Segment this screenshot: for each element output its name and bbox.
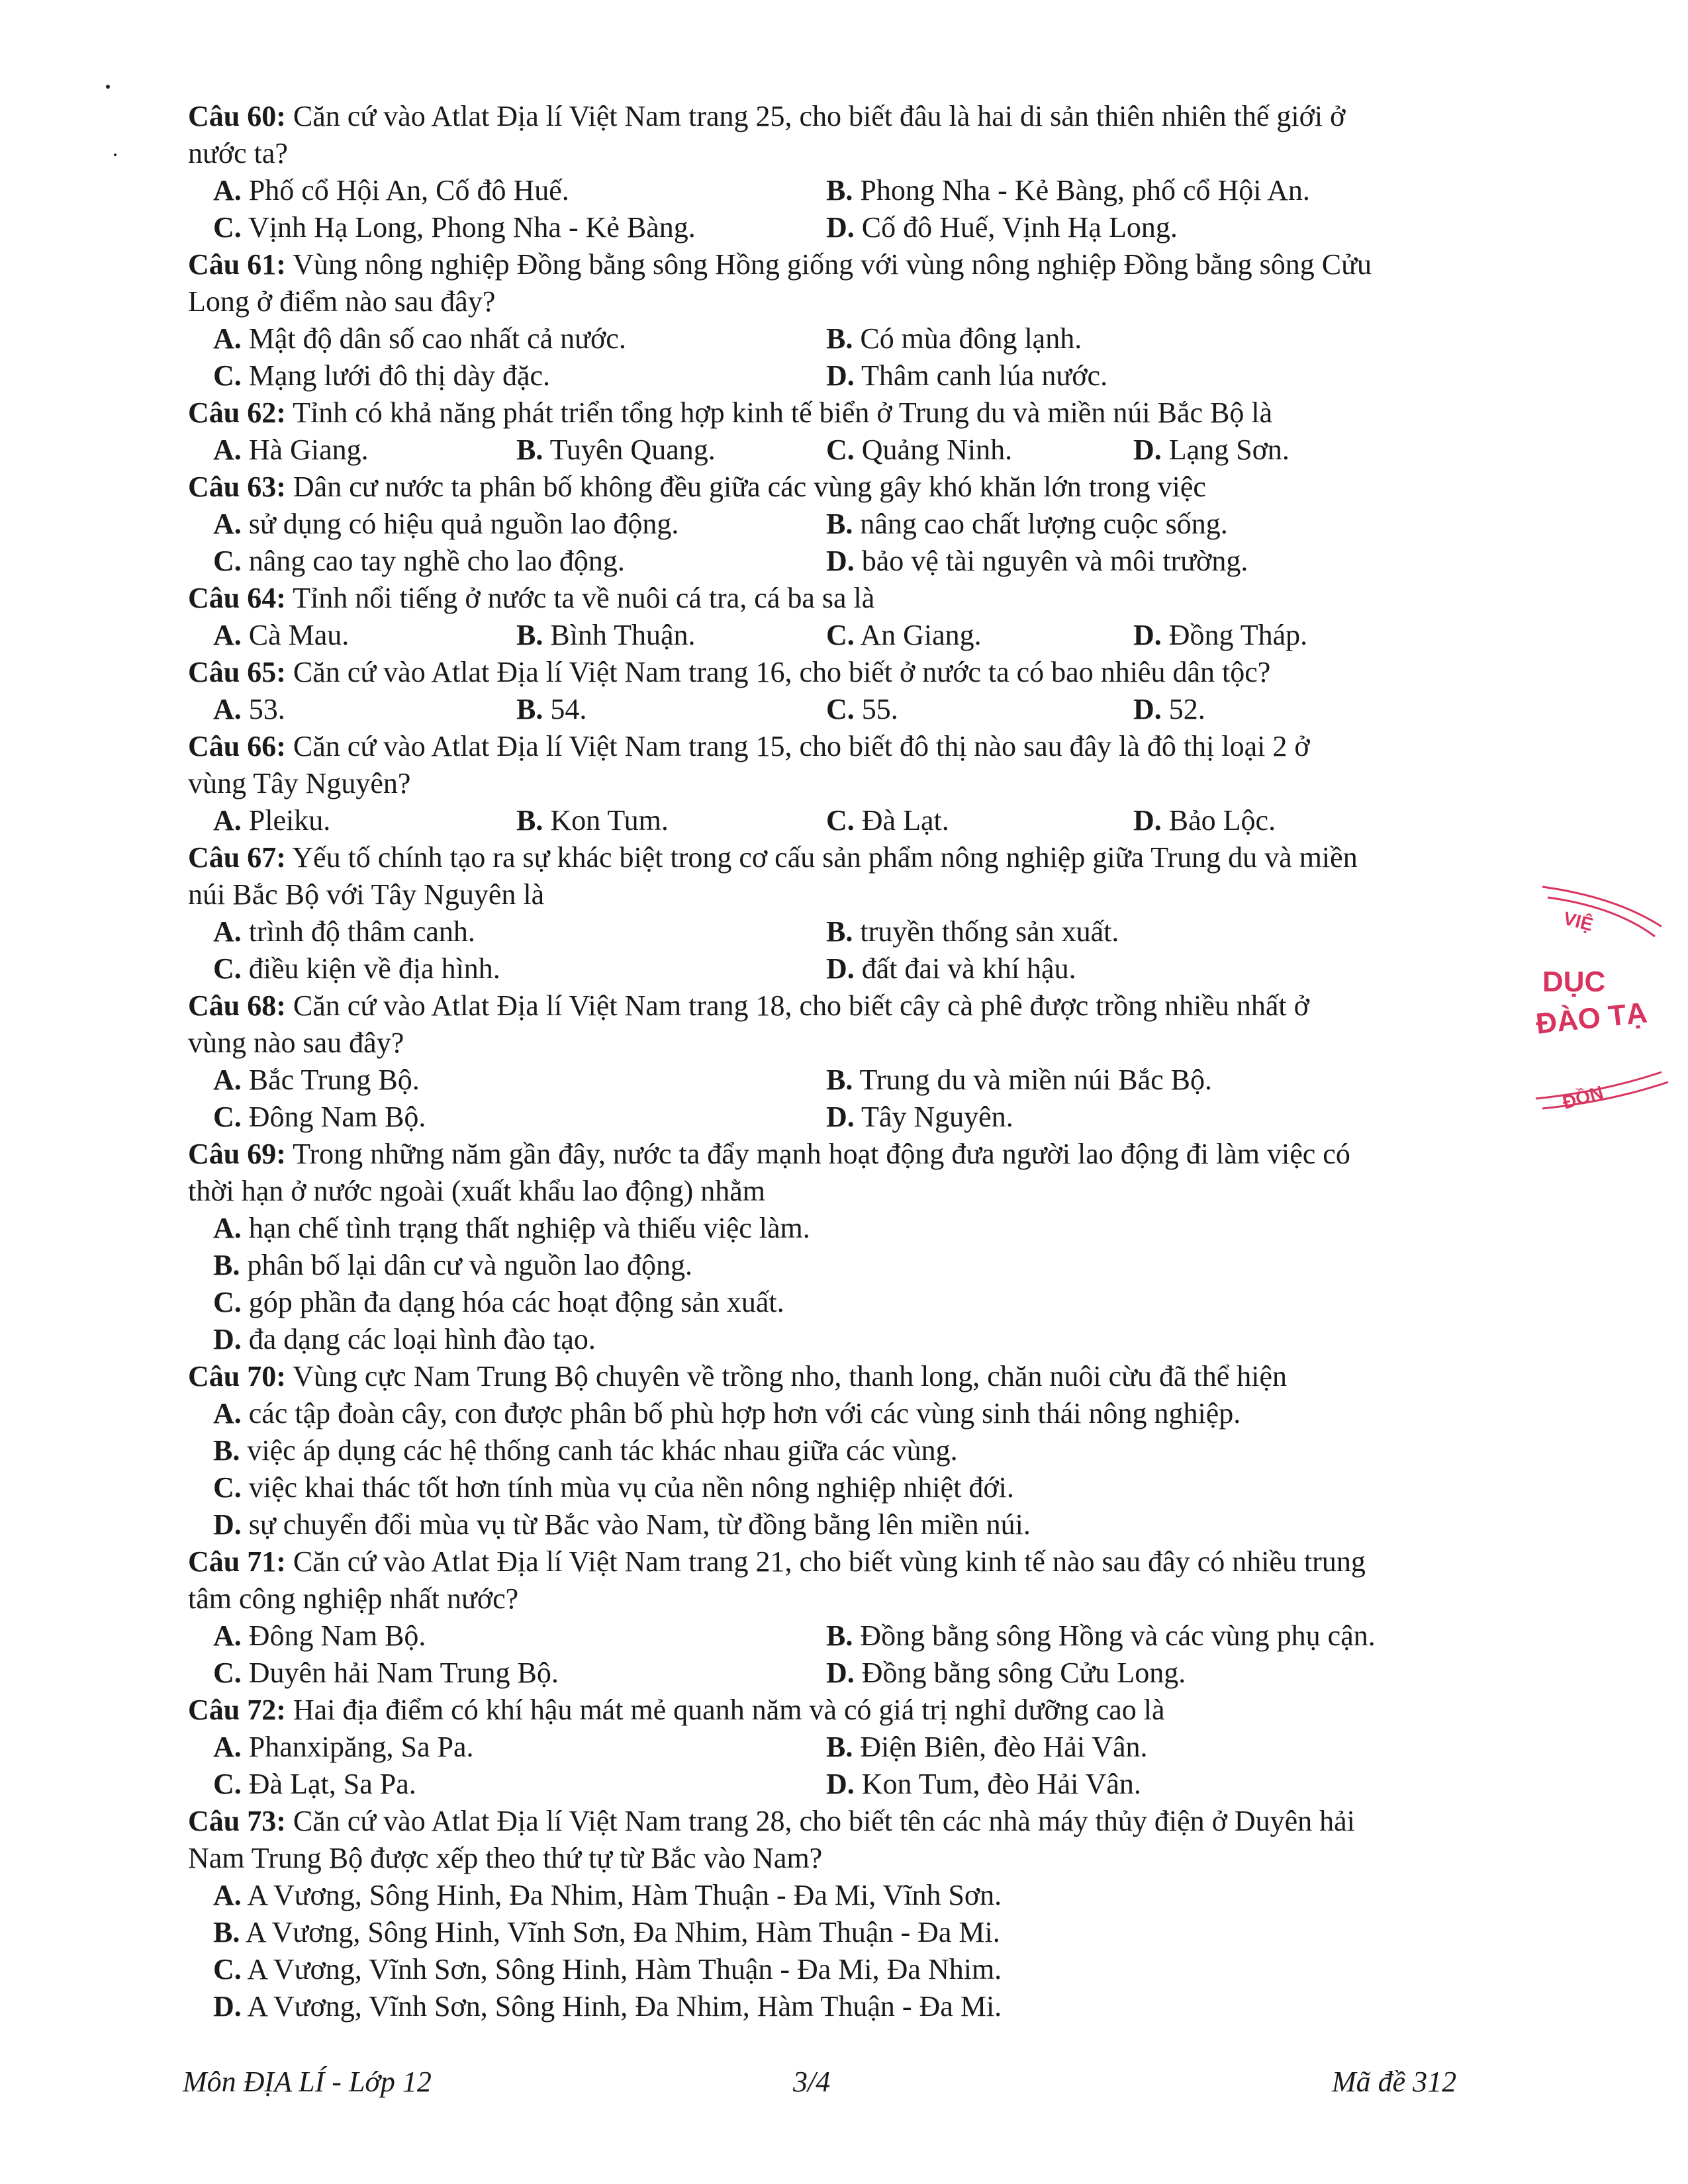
question-69-option-b bbox=[0, 1247, 1688, 1284]
question-67-options-row2 bbox=[0, 950, 1688, 987]
option-c bbox=[826, 802, 949, 839]
option-a bbox=[213, 802, 330, 839]
question-text: Căn cứ vào Atlat Địa lí Việt Nam trang 28, cho biết tên các nhà máy thủy điện ở Duyên hải bbox=[285, 1805, 1355, 1837]
option-letter: A. bbox=[213, 693, 242, 725]
option-letter: D. bbox=[1133, 693, 1162, 725]
option-text: nâng cao chất lượng cuộc sống. bbox=[853, 508, 1228, 540]
question-label: Câu 66: bbox=[188, 730, 286, 762]
option-text: bảo vệ tài nguyên và môi trường. bbox=[854, 545, 1248, 577]
option-text: điều kiện về địa hình. bbox=[241, 952, 500, 985]
option-d bbox=[826, 1099, 1013, 1136]
option-text: Đồng bằng sông Hồng và các vùng phụ cận. bbox=[853, 1619, 1376, 1652]
option-d bbox=[213, 1988, 1002, 2025]
option-letter: D. bbox=[826, 1657, 855, 1689]
question-text: Tỉnh nổi tiếng ở nước ta về nuôi cá tra, cá ba sa là bbox=[285, 582, 875, 614]
option-c bbox=[213, 1284, 784, 1321]
question-60-stem-cont bbox=[188, 135, 1485, 172]
question-text: tâm công nghiệp nhất nước? bbox=[188, 1582, 519, 1615]
question-70-option-b bbox=[0, 1432, 1688, 1469]
option-letter: D. bbox=[1133, 804, 1162, 837]
question-71-stem-cont bbox=[188, 1580, 1485, 1617]
option-text: Vịnh Hạ Long, Phong Nha - Kẻ Bàng. bbox=[241, 211, 696, 244]
question-73-option-b bbox=[0, 1914, 1688, 1951]
question-60-stem bbox=[188, 98, 1485, 135]
option-c bbox=[213, 950, 500, 987]
question-70-option-d bbox=[0, 1506, 1688, 1543]
stamp-text-3: ĐÀO TẠ bbox=[1534, 996, 1649, 1040]
question-60-options-row1 bbox=[0, 172, 1688, 209]
question-label: Câu 68: bbox=[188, 989, 286, 1022]
option-text: Tây Nguyên. bbox=[854, 1101, 1013, 1133]
option-letter: D. bbox=[826, 1768, 855, 1800]
option-c bbox=[826, 432, 1012, 469]
option-c bbox=[213, 1951, 1002, 1988]
question-label: Câu 64: bbox=[188, 582, 286, 614]
option-letter: C. bbox=[826, 433, 855, 466]
option-letter: A. bbox=[213, 174, 242, 206]
option-a bbox=[213, 1729, 474, 1766]
question-62-options bbox=[0, 432, 1688, 469]
option-letter: D. bbox=[826, 1101, 855, 1133]
question-73-stem bbox=[188, 1803, 1485, 1840]
option-letter: A. bbox=[213, 1619, 242, 1652]
question-text: Hai địa điểm có khí hậu mát mẻ quanh năm và có giá trị nghỉ dưỡng cao là bbox=[285, 1694, 1165, 1726]
option-d bbox=[213, 1321, 596, 1358]
option-letter: C. bbox=[213, 1953, 242, 1985]
option-text: A Vương, Sông Hinh, Vĩnh Sơn, Đa Nhim, Hàm Thuận - Đa Mi. bbox=[240, 1916, 1000, 1948]
question-label: Câu 69: bbox=[188, 1138, 286, 1170]
option-b bbox=[826, 913, 1119, 950]
option-letter: A. bbox=[213, 619, 242, 651]
option-letter: D. bbox=[826, 211, 855, 244]
option-text: A Vương, Vĩnh Sơn, Sông Hinh, Hàm Thuận - Đa Mi, Đa Nhim. bbox=[241, 1953, 1002, 1985]
option-letter: A. bbox=[213, 1397, 242, 1430]
option-b bbox=[826, 1617, 1376, 1655]
question-63-options-row1 bbox=[0, 506, 1688, 543]
option-letter: C. bbox=[213, 1101, 242, 1133]
question-65-stem bbox=[188, 654, 1485, 691]
option-b bbox=[516, 432, 716, 469]
option-text: Có mùa đông lạnh. bbox=[853, 322, 1082, 355]
option-letter: B. bbox=[826, 1064, 853, 1096]
option-d bbox=[826, 1655, 1186, 1692]
option-letter: A. bbox=[213, 433, 242, 466]
option-c bbox=[213, 1469, 1014, 1506]
option-c bbox=[213, 1766, 416, 1803]
option-text: Mật độ dân số cao nhất cả nước. bbox=[241, 322, 626, 355]
option-text: Cố đô Huế, Vịnh Hạ Long. bbox=[854, 211, 1178, 244]
question-60-options-row2 bbox=[0, 209, 1688, 246]
question-61-stem-cont bbox=[188, 283, 1485, 320]
option-b bbox=[826, 172, 1310, 209]
option-c bbox=[826, 617, 982, 654]
question-text: vùng nào sau đây? bbox=[188, 1026, 404, 1059]
option-a bbox=[213, 320, 626, 357]
option-d bbox=[1133, 802, 1276, 839]
question-69-option-a bbox=[0, 1210, 1688, 1247]
option-text: việc áp dụng các hệ thống canh tác khác nhau giữa các vùng. bbox=[240, 1434, 958, 1467]
option-letter: A. bbox=[213, 1731, 242, 1763]
option-letter: D. bbox=[213, 1990, 242, 2023]
question-label: Câu 73: bbox=[188, 1805, 286, 1837]
question-68-stem-cont bbox=[188, 1024, 1485, 1062]
question-70-stem bbox=[188, 1358, 1485, 1395]
margin-dot bbox=[114, 154, 117, 156]
option-text: Đà Lạt, Sa Pa. bbox=[241, 1768, 416, 1800]
stamp-graphic bbox=[1516, 874, 1688, 1152]
option-c bbox=[213, 1655, 559, 1692]
option-d bbox=[826, 209, 1178, 246]
option-text: đa dạng các loại hình đào tạo. bbox=[241, 1323, 596, 1355]
option-text: sự chuyển đổi mùa vụ từ Bắc vào Nam, từ đồng bằng lên miền núi. bbox=[241, 1508, 1031, 1541]
option-text: 52. bbox=[1161, 693, 1205, 725]
option-d bbox=[826, 543, 1248, 580]
option-a bbox=[213, 506, 679, 543]
option-b bbox=[213, 1914, 1000, 1951]
question-63-options-row2 bbox=[0, 543, 1688, 580]
option-a bbox=[213, 432, 369, 469]
option-a bbox=[213, 691, 285, 728]
option-c bbox=[213, 543, 625, 580]
question-66-options bbox=[0, 802, 1688, 839]
question-text: núi Bắc Bộ với Tây Nguyên là bbox=[188, 878, 545, 911]
option-b bbox=[516, 802, 669, 839]
question-label: Câu 72: bbox=[188, 1694, 286, 1726]
question-label: Câu 61: bbox=[188, 248, 286, 281]
option-text: An Giang. bbox=[854, 619, 982, 651]
question-61-options-row2 bbox=[0, 357, 1688, 394]
question-text: Căn cứ vào Atlat Địa lí Việt Nam trang 15, cho biết đô thị nào sau đây là đô thị loại 2 ở bbox=[285, 730, 1310, 762]
option-text: Tuyên Quang. bbox=[543, 433, 716, 466]
option-letter: B. bbox=[213, 1916, 240, 1948]
option-letter: D. bbox=[1133, 433, 1162, 466]
option-text: Pleiku. bbox=[241, 804, 331, 837]
option-d bbox=[1133, 432, 1289, 469]
question-text: Tỉnh có khả năng phát triển tổng hợp kinh tế biển ở Trung du và miền núi Bắc Bộ là bbox=[285, 396, 1273, 429]
option-text: Đồng bằng sông Cửu Long. bbox=[854, 1657, 1186, 1689]
option-letter: B. bbox=[516, 804, 543, 837]
option-c bbox=[213, 209, 696, 246]
option-letter: B. bbox=[826, 1731, 853, 1763]
option-a bbox=[213, 913, 475, 950]
question-72-options-row1 bbox=[0, 1729, 1688, 1766]
question-label: Câu 70: bbox=[188, 1360, 286, 1392]
option-letter: D. bbox=[213, 1323, 242, 1355]
option-text: hạn chế tình trạng thất nghiệp và thiếu việc làm. bbox=[241, 1212, 810, 1244]
option-a bbox=[213, 617, 349, 654]
option-text: đất đai và khí hậu. bbox=[854, 952, 1076, 985]
option-letter: B. bbox=[826, 322, 853, 355]
question-69-stem-cont bbox=[188, 1173, 1485, 1210]
option-text: 54. bbox=[543, 693, 587, 725]
question-67-options-row1 bbox=[0, 913, 1688, 950]
option-letter: A. bbox=[213, 915, 242, 948]
option-text: góp phần đa dạng hóa các hoạt động sản xuất. bbox=[241, 1286, 784, 1318]
option-letter: C. bbox=[213, 1657, 242, 1689]
question-text: Dân cư nước ta phân bố không đều giữa các vùng gây khó khăn lớn trong việc bbox=[285, 471, 1206, 503]
option-text: Kon Tum. bbox=[543, 804, 669, 837]
question-69-stem bbox=[188, 1136, 1485, 1173]
option-text: Lạng Sơn. bbox=[1161, 433, 1289, 466]
question-73-stem-cont bbox=[188, 1840, 1485, 1877]
question-64-stem bbox=[188, 580, 1485, 617]
question-70-option-c bbox=[0, 1469, 1688, 1506]
option-a bbox=[213, 1877, 1002, 1914]
option-text: Quảng Ninh. bbox=[854, 433, 1013, 466]
question-67-stem-cont bbox=[188, 876, 1485, 913]
option-text: Bảo Lộc. bbox=[1161, 804, 1276, 837]
option-letter: A. bbox=[213, 322, 242, 355]
option-letter: D. bbox=[1133, 619, 1162, 651]
option-letter: D. bbox=[826, 952, 855, 985]
question-label: Câu 67: bbox=[188, 841, 286, 874]
option-a bbox=[213, 1395, 1241, 1432]
option-letter: A. bbox=[213, 1212, 242, 1244]
option-letter: B. bbox=[826, 508, 853, 540]
option-letter: B. bbox=[826, 915, 853, 948]
question-70-option-a bbox=[0, 1395, 1688, 1432]
question-text: nước ta? bbox=[188, 137, 288, 169]
option-letter: C. bbox=[213, 952, 242, 985]
option-text: Bắc Trung Bộ. bbox=[241, 1064, 420, 1096]
option-a bbox=[213, 1062, 420, 1099]
option-text: Đông Nam Bộ. bbox=[241, 1619, 426, 1652]
question-text: Vùng cực Nam Trung Bộ chuyên về trồng nho, thanh long, chăn nuôi cừu đã thể hiện bbox=[285, 1360, 1287, 1392]
option-text: Hà Giang. bbox=[241, 433, 369, 466]
margin-dot bbox=[106, 85, 110, 89]
question-68-options-row2 bbox=[0, 1099, 1688, 1136]
option-text: 55. bbox=[854, 693, 898, 725]
question-text: Yếu tố chính tạo ra sự khác biệt trong cơ cấu sản phẩm nông nghiệp giữa Trung du và miền bbox=[285, 841, 1358, 874]
option-letter: D. bbox=[826, 545, 855, 577]
question-72-stem bbox=[188, 1692, 1485, 1729]
question-label: Câu 62: bbox=[188, 396, 286, 429]
option-letter: C. bbox=[213, 1471, 242, 1504]
option-b bbox=[826, 1729, 1148, 1766]
question-label: Câu 65: bbox=[188, 656, 286, 688]
question-61-stem bbox=[188, 246, 1485, 283]
option-b bbox=[516, 617, 696, 654]
question-68-options-row1 bbox=[0, 1062, 1688, 1099]
option-text: nâng cao tay nghề cho lao động. bbox=[241, 545, 625, 577]
option-letter: B. bbox=[516, 433, 543, 466]
question-text: Căn cứ vào Atlat Địa lí Việt Nam trang 18, cho biết cây cà phê được trồng nhiều nhất ở bbox=[285, 989, 1309, 1022]
option-letter: C. bbox=[826, 619, 855, 651]
option-letter: B. bbox=[826, 1619, 853, 1652]
option-text: Trung du và miền núi Bắc Bộ. bbox=[853, 1064, 1213, 1096]
option-text: việc khai thác tốt hơn tính mùa vụ của nền nông nghiệp nhiệt đới. bbox=[241, 1471, 1014, 1504]
question-label: Câu 63: bbox=[188, 471, 286, 503]
option-b bbox=[826, 506, 1228, 543]
option-text: Điện Biên, đèo Hải Vân. bbox=[853, 1731, 1148, 1763]
option-b bbox=[826, 1062, 1212, 1099]
option-b bbox=[516, 691, 586, 728]
question-66-stem bbox=[188, 728, 1485, 765]
option-b bbox=[213, 1432, 958, 1469]
option-b bbox=[213, 1247, 692, 1284]
option-text: A Vương, Sông Hinh, Đa Nhim, Hàm Thuận - Đa Mi, Vĩnh Sơn. bbox=[241, 1879, 1002, 1911]
question-text: Căn cứ vào Atlat Địa lí Việt Nam trang 16, cho biết ở nước ta có bao nhiêu dân tộc? bbox=[285, 656, 1271, 688]
question-text: Căn cứ vào Atlat Địa lí Việt Nam trang 21, cho biết vùng kinh tế nào sau đây có nhiều trung bbox=[285, 1545, 1366, 1578]
question-73-option-d bbox=[0, 1988, 1688, 2025]
question-67-stem bbox=[188, 839, 1485, 876]
option-text: phân bố lại dân cư và nguồn lao động. bbox=[240, 1249, 693, 1281]
option-text: trình độ thâm canh. bbox=[241, 915, 475, 948]
question-68-stem bbox=[188, 987, 1485, 1024]
option-text: Thâm canh lúa nước. bbox=[854, 359, 1108, 392]
question-71-stem bbox=[188, 1543, 1485, 1580]
option-d bbox=[826, 1766, 1141, 1803]
option-letter: A. bbox=[213, 804, 242, 837]
question-text: thời hạn ở nước ngoài (xuất khẩu lao động) nhằm bbox=[188, 1175, 766, 1207]
option-letter: C. bbox=[213, 545, 242, 577]
option-letter: B. bbox=[213, 1249, 240, 1281]
question-61-options-row1 bbox=[0, 320, 1688, 357]
option-text: Bình Thuận. bbox=[543, 619, 696, 651]
option-letter: D. bbox=[826, 359, 855, 392]
question-73-option-c bbox=[0, 1951, 1688, 1988]
option-d bbox=[826, 357, 1107, 394]
option-letter: C. bbox=[826, 693, 855, 725]
question-text: Trong những năm gần đây, nước ta đẩy mạnh hoạt động đưa người lao động đi làm việc có bbox=[285, 1138, 1350, 1170]
option-a bbox=[213, 172, 569, 209]
option-text: truyền thống sản xuất. bbox=[853, 915, 1119, 948]
question-text: Căn cứ vào Atlat Địa lí Việt Nam trang 25, cho biết đâu là hai di sản thiên nhiên thế giới ở bbox=[285, 100, 1346, 132]
option-text: các tập đoàn cây, con được phân bố phù hợp hơn với các vùng sinh thái nông nghiệp. bbox=[241, 1397, 1241, 1430]
option-letter: C. bbox=[213, 1768, 242, 1800]
option-c bbox=[213, 357, 550, 394]
question-65-options bbox=[0, 691, 1688, 728]
option-letter: A. bbox=[213, 1064, 242, 1096]
option-d bbox=[213, 1506, 1031, 1543]
option-d bbox=[1133, 691, 1205, 728]
question-71-options-row2 bbox=[0, 1655, 1688, 1692]
option-letter: D. bbox=[213, 1508, 242, 1541]
option-letter: A. bbox=[213, 1879, 242, 1911]
question-64-options bbox=[0, 617, 1688, 654]
footer-page-number: 3/4 bbox=[793, 2066, 831, 2098]
question-label: Câu 71: bbox=[188, 1545, 286, 1578]
question-text: vùng Tây Nguyên? bbox=[188, 767, 411, 799]
option-text: sử dụng có hiệu quả nguồn lao động. bbox=[241, 508, 679, 540]
option-b bbox=[826, 320, 1082, 357]
question-text: Long ở điểm nào sau đây? bbox=[188, 285, 496, 318]
option-text: Phố cổ Hội An, Cố đô Huế. bbox=[241, 174, 569, 206]
question-69-option-d bbox=[0, 1321, 1688, 1358]
option-text: Đà Lạt. bbox=[854, 804, 949, 837]
option-text: Phong Nha - Kẻ Bàng, phố cổ Hội An. bbox=[853, 174, 1310, 206]
option-letter: B. bbox=[516, 693, 543, 725]
option-text: Mạng lưới đô thị dày đặc. bbox=[241, 359, 551, 392]
question-62-stem bbox=[188, 394, 1485, 432]
option-text: Đông Nam Bộ. bbox=[241, 1101, 426, 1133]
option-d bbox=[1133, 617, 1307, 654]
option-text: Duyên hải Nam Trung Bộ. bbox=[241, 1657, 559, 1689]
question-66-stem-cont bbox=[188, 765, 1485, 802]
option-letter: B. bbox=[826, 174, 853, 206]
stamp-text-4: ĐỒN bbox=[1560, 1081, 1606, 1113]
option-a bbox=[213, 1617, 426, 1655]
footer-exam-code: Mã đề 312 bbox=[1332, 2066, 1457, 2098]
option-text: Kon Tum, đèo Hải Vân. bbox=[854, 1768, 1141, 1800]
question-73-option-a bbox=[0, 1877, 1688, 1914]
option-letter: A. bbox=[213, 508, 242, 540]
option-a bbox=[213, 1210, 810, 1247]
option-letter: B. bbox=[516, 619, 543, 651]
question-label: Câu 60: bbox=[188, 100, 286, 132]
option-d bbox=[826, 950, 1076, 987]
question-text: Nam Trung Bộ được xếp theo thứ tự từ Bắc vào Nam? bbox=[188, 1842, 823, 1874]
question-72-options-row2 bbox=[0, 1766, 1688, 1803]
option-c bbox=[213, 1099, 426, 1136]
question-69-option-c bbox=[0, 1284, 1688, 1321]
question-text: Vùng nông nghiệp Đồng bằng sông Hồng giống với vùng nông nghiệp Đồng bằng sông Cửu bbox=[285, 248, 1372, 281]
question-63-stem bbox=[188, 469, 1485, 506]
option-text: Cà Mau. bbox=[241, 619, 350, 651]
option-text: A Vương, Vĩnh Sơn, Sông Hinh, Đa Nhim, Hàm Thuận - Đa Mi. bbox=[241, 1990, 1002, 2023]
footer-subject: Môn ĐỊA LÍ - Lớp 12 bbox=[183, 2066, 432, 2098]
stamp-text-2: DỤC bbox=[1542, 966, 1606, 998]
option-letter: C. bbox=[213, 211, 242, 244]
option-letter: C. bbox=[826, 804, 855, 837]
option-text: Phanxipăng, Sa Pa. bbox=[241, 1731, 474, 1763]
option-letter: C. bbox=[213, 359, 242, 392]
option-letter: C. bbox=[213, 1286, 242, 1318]
question-71-options-row1 bbox=[0, 1617, 1688, 1655]
option-c bbox=[826, 691, 898, 728]
option-text: 53. bbox=[241, 693, 285, 725]
option-text: Đồng Tháp. bbox=[1161, 619, 1308, 651]
stamp-text-1: VIỆ bbox=[1561, 907, 1595, 935]
option-letter: B. bbox=[213, 1434, 240, 1467]
official-stamp bbox=[1516, 874, 1688, 1152]
